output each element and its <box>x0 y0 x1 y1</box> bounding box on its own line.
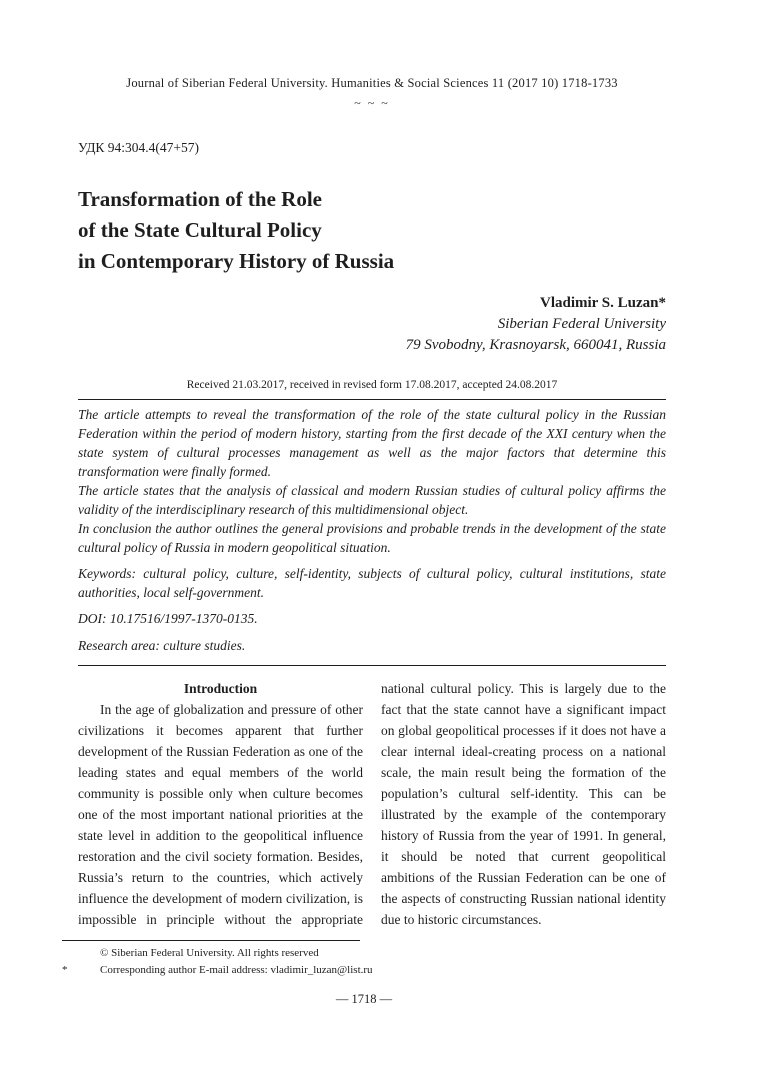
author-block <box>78 293 666 356</box>
tilde-separator: ~ ~ ~ <box>354 96 390 110</box>
right-column <box>381 678 666 930</box>
section-heading-introduction: Introduction <box>183 681 258 696</box>
article-title <box>78 184 666 277</box>
meta-bottom-rule <box>78 665 666 666</box>
author-address: 79 Svobodny, Krasnoyarsk, 660041, Russia <box>405 337 666 353</box>
article-title-line-3: in Contemporary History of Russia <box>78 249 395 273</box>
udk-code: УДК 94:304.4(47+57) <box>78 140 200 155</box>
corresponding-author-note <box>62 963 666 977</box>
body-paragraph-right: national cultural policy. This is largely due to the fact that the state cannot have a significant impact on global geopolitical processes if it does not have a clear internal ideal-creating process on a national scale, the main result being the formation of the population’s cultural self-identity. This can be illustrated by the example of the contemporary history of Russia from the year of 1991. In general, it should be noted that current geopolitical ambitions of the Russian Federation can be one of the aspects of constructing Russian national identity due to historic circumstances. <box>381 681 666 927</box>
author-affiliation: Siberian Federal University <box>497 316 666 332</box>
page-number: — 1718 — <box>335 992 393 1006</box>
abstract-paragraph-1: The article attempts to reveal the transformation of the role of the state cultural policy in the Russian Federation within the period of modern history, starting from the first decade of the XXI century when the state system of cultural processes management as well as the major factors that determine this transformation were finally formed. <box>78 407 666 479</box>
abstract <box>78 405 666 557</box>
article-title-line-1: Transformation of the Role <box>78 187 322 211</box>
abstract-paragraph-3: In conclusion the author outlines the general provisions and probable trends in the development of the state cultural policy of Russia in modern geopolitical situation. <box>78 521 666 555</box>
keywords-line: Keywords: cultural policy, culture, self-identity, subjects of cultural policy, cultural institutions, state authorities, local self-government. <box>78 566 666 600</box>
email-text: Corresponding author E-mail address: vladimir_luzan@list.ru <box>100 964 373 976</box>
article-body <box>78 678 666 930</box>
abstract-top-rule <box>78 399 666 400</box>
doi-line: DOI: 10.17516/1997-1370-0135. <box>78 611 258 626</box>
footnote-asterisk: * <box>62 964 68 976</box>
copyright-note: © Siberian Federal University. All rights reserved <box>100 947 319 959</box>
journal-header: Journal of Siberian Federal University. Humanities & Social Sciences 11 (2017 10) 1718-1733 <box>126 76 618 90</box>
footnote-rule <box>62 940 360 941</box>
received-dates: Received 21.03.2017, received in revised form 17.08.2017, accepted 24.08.2017 <box>186 379 558 391</box>
research-area-line: Research area: culture studies. <box>78 637 246 653</box>
page-footer <box>62 940 666 1006</box>
article-title-line-2: of the State Cultural Policy <box>78 218 322 242</box>
author-name: Vladimir S. Luzan* <box>540 295 666 311</box>
body-paragraph-left: In the age of globalization and pressure of other civilizations it becomes apparent that further development of the Russian Federation as one of the leading states and equal members of the world community is possible only when culture becomes one of the most important national priorities at the state level in addition to the geopolitical influence restoration and the civil society formation. Besides, Russia’s return to the countries, which actively influence the development of modern civilization, is impossible in principle without the appropriate <box>78 702 363 927</box>
left-column <box>78 678 363 930</box>
abstract-paragraph-2: The article states that the analysis of classical and modern Russian studies of cultural policy affirms the validity of the interdisciplinary research of this multidimensional object. <box>78 483 666 517</box>
